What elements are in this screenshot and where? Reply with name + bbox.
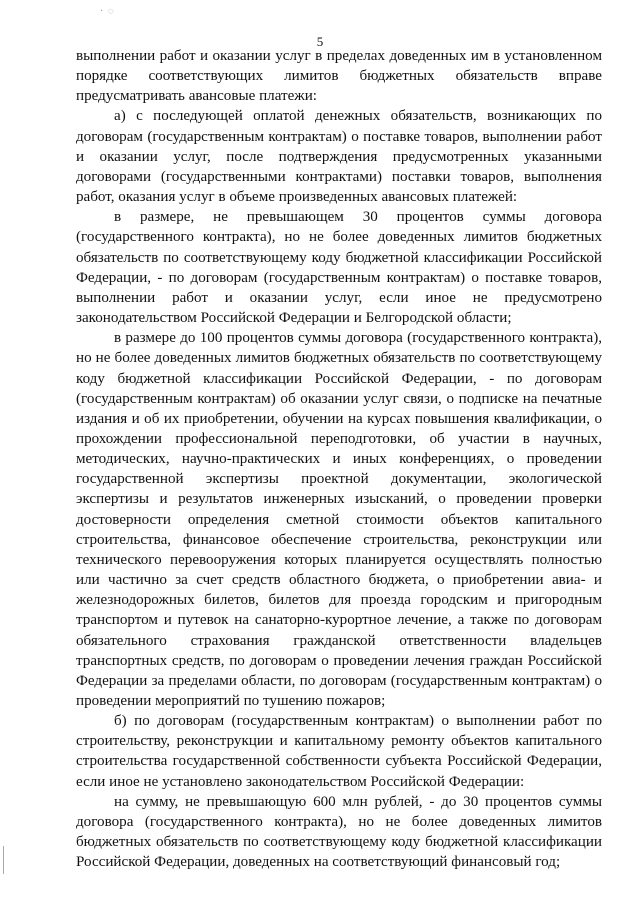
scan-artifact-mark: · ◌ [100, 6, 115, 17]
document-body [76, 46, 602, 872]
paragraph-continuation: выполнении работ и оказании услуг в пределах доведенных им в установленном порядке соответствующих лимитов бюджетных обязательств вправе предусматривать авансовые платежи: [76, 48, 602, 105]
paragraph-item-a: а) с последующей оплатой денежных обязательств, возникающих по договорам (государственным контрактам) о поставке товаров, выполнении работ и оказании услуг, после подтверждения предусмотренных указанными договорами (государственными контрактами) поставки товаров, выполнения работ, оказания услуг в объеме произведенных авансовых платежей: [76, 108, 602, 206]
paragraph-600-million: на сумму, не превышающую 600 млн рублей, - до 30 процентов суммы договора (государственного контракта), но не более доведенных лимитов бюджетных обязательств по соответствующему коду бюджетной классификации Российской Федерации, доведенных на соответствующий финансовый год; [76, 793, 602, 871]
scan-edge-artifact [3, 846, 4, 874]
paragraph-30-percent: в размере, не превышающем 30 процентов суммы договора (государственного контракта), но не более доведенных лимитов бюджетных обязательств по соответствующему коду бюджетной классификации Российской Федерации, - по договорам (государственным контрактам) о поставке товаров, выполнении работ и оказании услуг, если иное не предусмотрено законодательством Российской Федерации и Белгородской области; [76, 209, 602, 327]
page-number: 5 [316, 34, 324, 49]
paragraph-100-percent: в размере до 100 процентов суммы договора (государственного контракта), но не более доведенных лимитов бюджетных обязательств по соответствующему коду бюджетной классификации Российской Федерации, - по договорам (государственным контрактам) об оказании услуг связи, о подписке на печатные издания и об их приобретении, обучении на курсах повышения квалификации, о прохождении профессиональной переподготовки, об участии в научных, методических, научно-практических и иных конференциях, о проведении государственной экспертизы проектной документации, экологической экспертизы и результатов инженерных изысканий, о проведении проверки достоверности определения сметной стоимости объектов капитального строительства, финансовое обеспечение строительства, реконструкции или технического перевооружения которых планируется осуществлять полностью или частично за счет средств областного бюджета, о приобретении авиа- и железнодорожных билетов, билетов для проезда городским и пригородным транспортом и путевок на санаторно-курортное лечение, а также по договорам обязательного страхования гражданской ответственности владельцев транспортных средств, по договорам о проведении лечения граждан Российской Федерации за пределами области, по договорам (государственным контрактам) о проведении мероприятий по тушению пожаров; [76, 330, 602, 709]
paragraph-item-b: б) по договорам (государственным контрактам) о выполнении работ по строительству, реконструкции и капитальному ремонту объектов капитального строительства государственной собственности субъекта Российской Федерации, если иное не установлено законодательством Российской Федерации: [76, 713, 602, 790]
